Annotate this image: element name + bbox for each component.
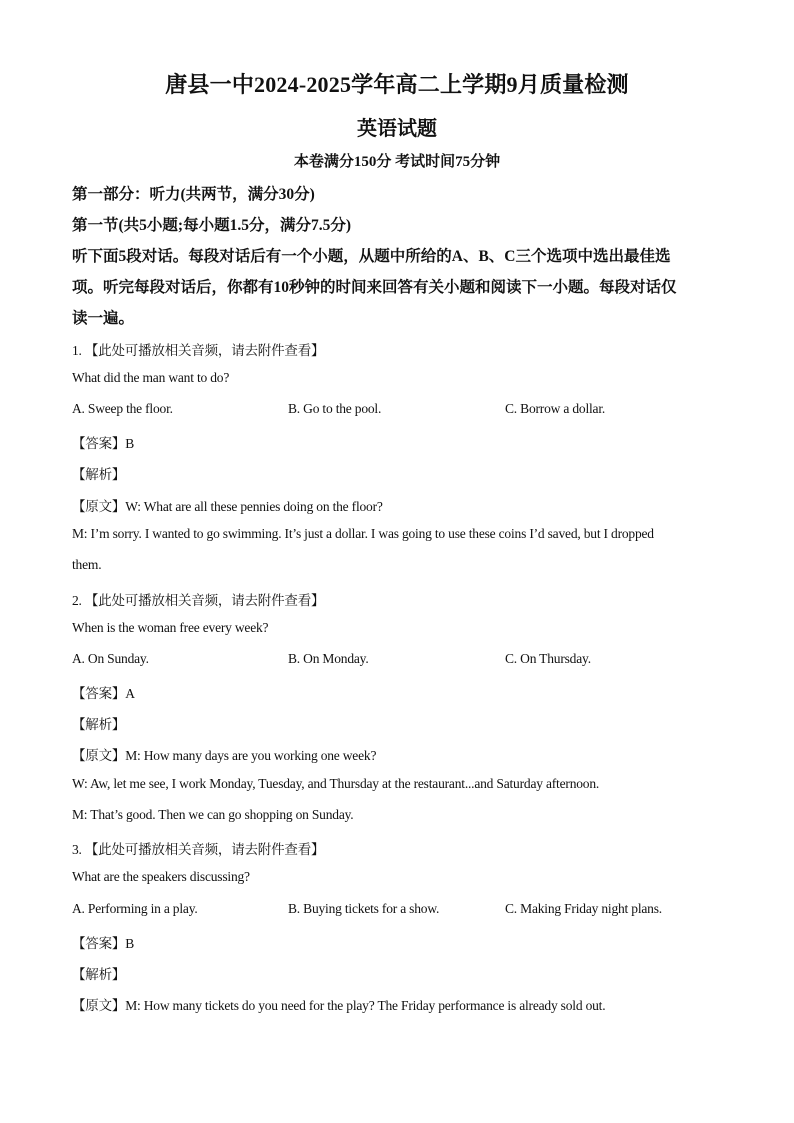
q3-transcript-1: 【原文】M: How many tickets do you need for the play? The Friday performance is already sold out. (72, 998, 606, 1013)
instruction-line-1: 听下面5段对话。每段对话后有一个小题，从题中所给的A、B、C三个选项中选出最佳选 (72, 248, 671, 265)
q2-analysis: 【解析】 (72, 717, 126, 732)
q2-transcript-3: M: That’s good. Then we can go shopping on Sunday. (72, 807, 354, 822)
question-2: When is the woman free every week? (72, 620, 269, 635)
audio-note-2: 2. 【此处可播放相关音频，请去附件查看】 (72, 593, 325, 608)
q2-option-c: C. On Thursday. (505, 651, 591, 666)
q2-transcript-1: 【原文】M: How many days are you working one week? (72, 748, 377, 763)
instruction-line-3: 读一遍。 (72, 310, 135, 327)
question-3: What are the speakers discussing? (72, 869, 250, 884)
section-heading: 第一节(共5小题;每小题1.5分，满分7.5分) (72, 217, 351, 234)
q3-option-a: A. Performing in a play. (72, 901, 198, 916)
q1-transcript-3: them. (72, 557, 102, 572)
q3-option-b: B. Buying tickets for a show. (288, 901, 440, 916)
part-heading: 第一部分：听力(共两节，满分30分) (72, 186, 315, 203)
q1-answer: 【答案】B (72, 436, 135, 451)
q2-transcript-2: W: Aw, let me see, I work Monday, Tuesday, and Thursday at the restaurant...and Saturday afternoon. (72, 776, 600, 791)
q1-option-a: A. Sweep the floor. (72, 401, 173, 416)
q1-transcript-2: M: I’m sorry. I wanted to go swimming. It’s just a dollar. I was going to use these coins I’d saved, but I dropped (72, 526, 654, 541)
q1-analysis: 【解析】 (72, 467, 126, 482)
q1-option-b: B. Go to the pool. (288, 401, 382, 416)
q1-transcript-1: 【原文】W: What are all these pennies doing on the floor? (72, 499, 383, 514)
exam-info: 本卷满分150分 考试时间75分钟 (293, 154, 501, 170)
q2-option-b: B. On Monday. (288, 651, 369, 666)
subject-title: 英语试题 (357, 118, 437, 140)
q3-option-c: C. Making Friday night plans. (505, 901, 662, 916)
exam-title: 唐县一中2024-2025学年高二上学期9月质量检测 (165, 72, 629, 97)
instruction-line-2: 项。听完每段对话后，你都有10秒钟的时间来回答有关小题和阅读下一小题。每段对话仅 (72, 279, 677, 296)
audio-note-3: 3. 【此处可播放相关音频，请去附件查看】 (72, 842, 325, 857)
audio-note-1: 1. 【此处可播放相关音频，请去附件查看】 (72, 343, 325, 358)
q2-answer: 【答案】A (72, 686, 135, 701)
q1-option-c: C. Borrow a dollar. (505, 401, 606, 416)
question-1: What did the man want to do? (72, 370, 230, 385)
q2-option-a: A. On Sunday. (72, 651, 149, 666)
q3-answer: 【答案】B (72, 936, 135, 951)
q3-analysis: 【解析】 (72, 967, 126, 982)
